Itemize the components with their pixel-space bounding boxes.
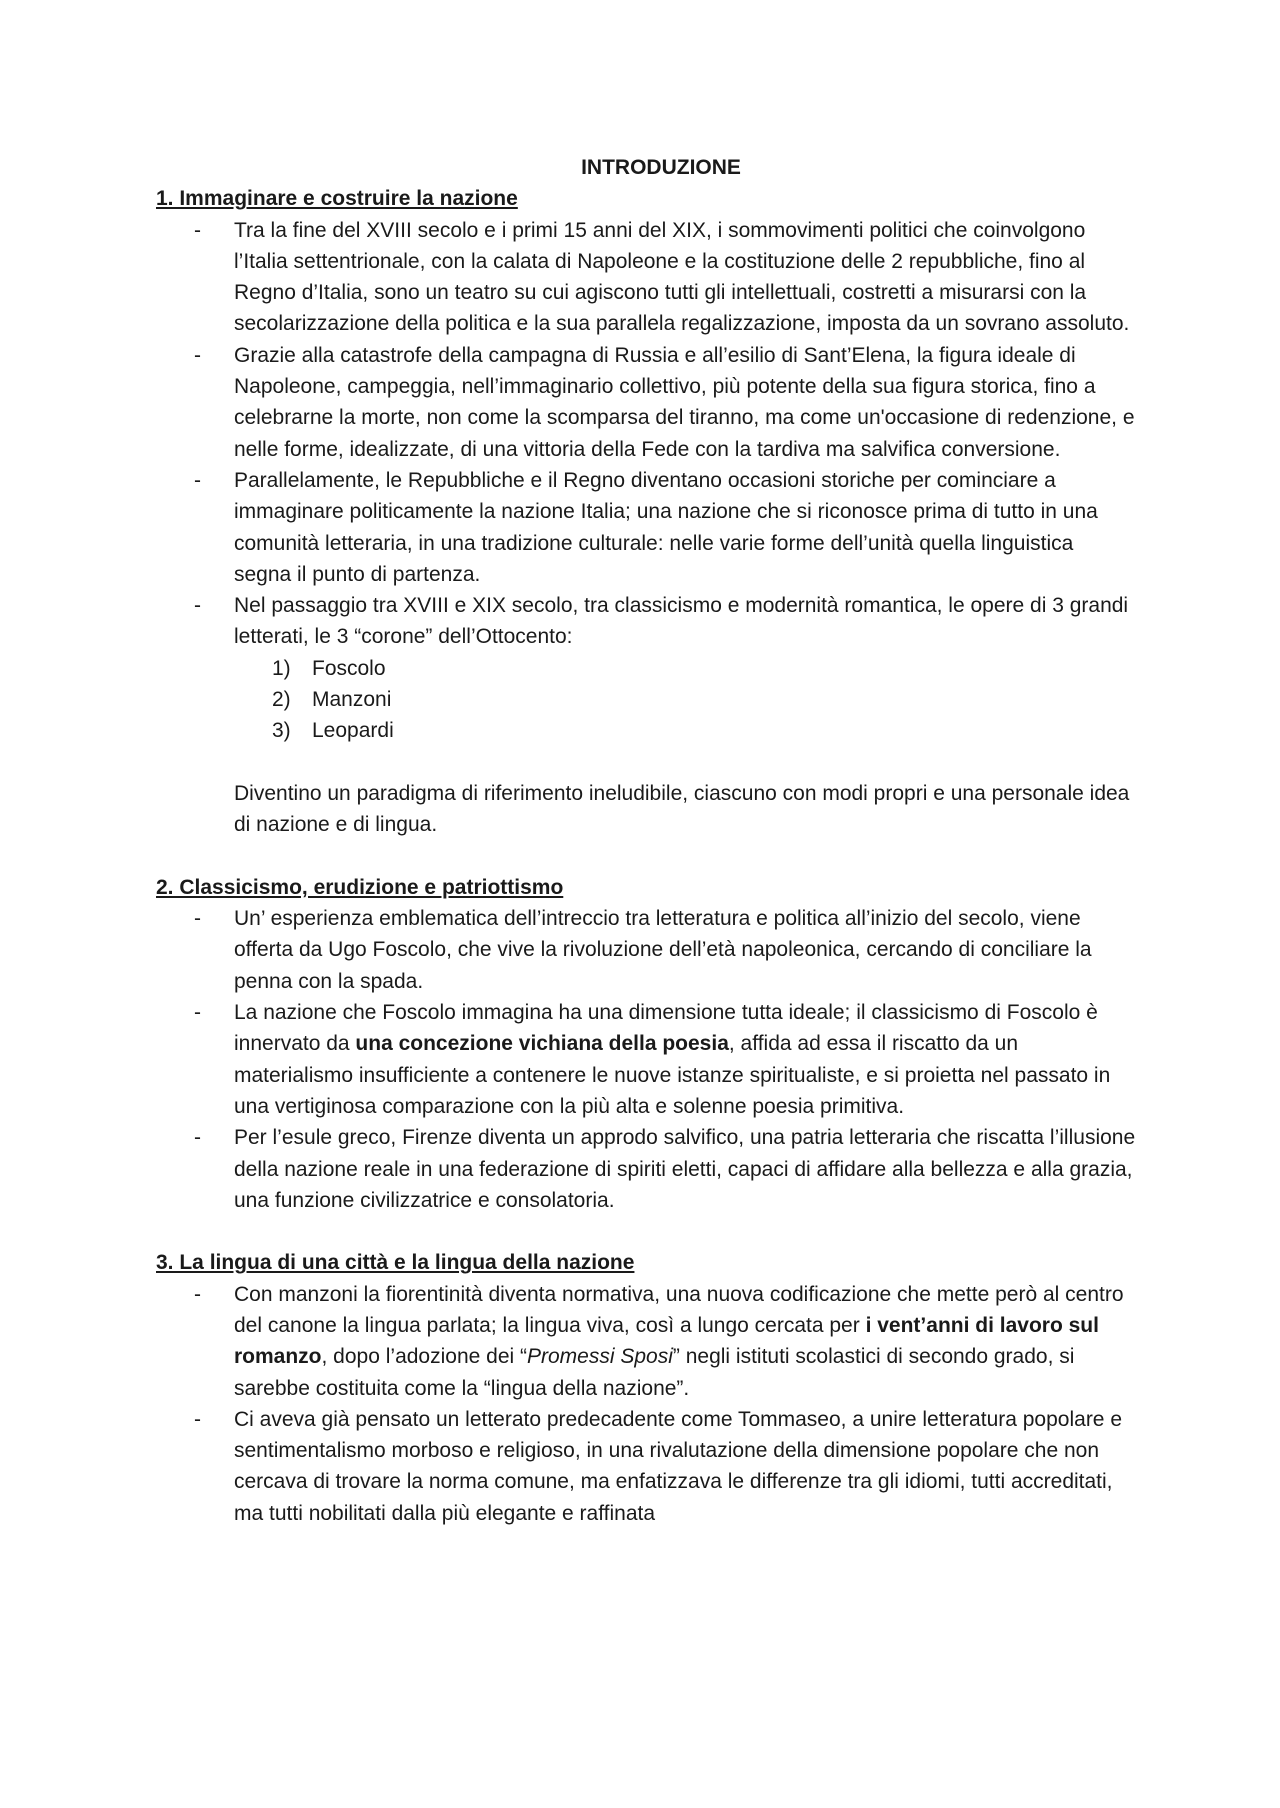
numbered-item-text: Foscolo (312, 656, 386, 680)
italic-text-run: Promessi Sposi (527, 1345, 673, 1369)
document-title: INTRODUZIONE (581, 156, 741, 179)
blank-line (156, 841, 1136, 872)
numbered-item (234, 684, 1136, 715)
list-item: - Tra la fine del XVIII secolo e i primi 15 anni del XIX, i sommovimenti politici che coinvolgono l’Italia settentrionale, con la calata di Napoleone e la costituzione delle 2 repubbliche, fino al Regno d’Italia, sono un teatro su cui agiscono tutti gli intellettuali, costretti a misurarsi con la secolarizzazione della politica e la sua parallela regalizzazione, imposta da un sovrano assoluto. (156, 215, 1136, 340)
blank-line (156, 747, 1136, 778)
document-page (156, 152, 1136, 1529)
list-item: - Per l’esule greco, Firenze diventa un approdo salvifico, una patria letteraria che riscatta l’illusione della nazione reale in una federazione di spiriti eletti, capaci di affidare alla bellezza e alla grazia, una funzione civilizzatrice e consolatoria. (156, 1122, 1136, 1216)
numbered-item-marker: 1) (272, 656, 291, 680)
numbered-item (234, 715, 1136, 746)
section-3-heading: 3. La lingua di una città e la lingua della nazione (156, 1251, 635, 1275)
section-2-heading: 2. Classicismo, erudizione e patriottismo (156, 875, 564, 899)
text-run: Con manzoni la fiorentinità diventa normativa, una nuova codificazione che mette però al centro del canone la lingua parlata; la lingua viva, così a lungo cercata per (234, 1282, 1124, 1337)
numbered-item (234, 653, 1136, 684)
blank-line (156, 1216, 1136, 1247)
text-run: La nazione che Foscolo immagina ha una dimensione tutta ideale; il classicismo di Foscolo è innervato da (234, 1001, 1098, 1056)
section-2-bullet-list (156, 903, 1136, 1216)
list-item (156, 590, 1136, 746)
numbered-item-marker: 2) (272, 688, 291, 712)
list-item-text: Nel passaggio tra XVIII e XIX secolo, tra classicismo e modernità romantica, le opere di 3 grandi letterati, le 3 “corone” dell’Ottocento: (234, 594, 1129, 649)
list-item: - Un’ esperienza emblematica dell’intreccio tra letteratura e politica all’inizio del secolo, viene offerta da Ugo Foscolo, che vive la rivoluzione dell’età napoleonica, cercando di conciliare la penna con la spada. (156, 903, 1136, 997)
section-3-bullet-list (156, 1279, 1136, 1529)
text-run: , dopo l’adozione dei “ (321, 1345, 527, 1369)
section-1-heading: 1. Immaginare e costruire la nazione (156, 187, 518, 211)
list-item: - Ci aveva già pensato un letterato predecadente come Tommaseo, a unire letteratura popolare e sentimentalismo morboso e religioso, in una rivalutazione della dimensione popolare che non cercava di trovare la norma comune, ma enfatizzava le differenze tra gli idiomi, tutti accreditati, ma tutti nobilitati dalla più elegante e raffinata (156, 1404, 1136, 1529)
text-run: , affida ad essa il riscatto da un materialismo insufficiente a contenere le nuove istanze spiritualiste, e si proietta nel passato in una vertiginosa comparazione con la più alta e solenne poesia primitiva. (234, 1032, 1111, 1118)
section-1-closing-paragraph: Diventino un paradigma di riferimento ineludibile, ciascuno con modi propri e una personale idea di nazione e di lingua. (234, 781, 1130, 837)
list-item (156, 1279, 1136, 1404)
text-run: ” negli istituti scolastici di secondo grado, si sarebbe costituita come la “lingua della nazione”. (234, 1345, 1075, 1400)
list-item: - Grazie alla catastrofe della campagna di Russia e all’esilio di Sant’Elena, la figura ideale di Napoleone, campeggia, nell’immaginario collettivo, più potente della sua figura storica, fino a celebrarne la morte, non come la scomparsa del tiranno, ma come un'occasione di redenzione, e nelle forme, idealizzate, di una vittoria della Fede con la tardiva ma salvifica conversione. (156, 340, 1136, 465)
list-item: - Parallelamente, le Repubbliche e il Regno diventano occasioni storiche per cominciare a immaginare politicamente la nazione Italia; una nazione che si riconosce prima di tutto in una comunità letteraria, in una tradizione culturale: nelle varie forme dell’unità quella linguistica segna il punto di partenza. (156, 465, 1136, 590)
corone-numbered-list (234, 653, 1136, 747)
numbered-item-text: Leopardi (312, 719, 394, 743)
numbered-item-text: Manzoni (312, 688, 392, 712)
section-1-bullet-list (156, 215, 1136, 747)
numbered-item-marker: 3) (272, 719, 291, 743)
list-item (156, 997, 1136, 1122)
bold-text-run: una concezione vichiana della poesia (355, 1032, 729, 1056)
bold-text-run: i vent’anni di lavoro sul romanzo (234, 1313, 1099, 1369)
